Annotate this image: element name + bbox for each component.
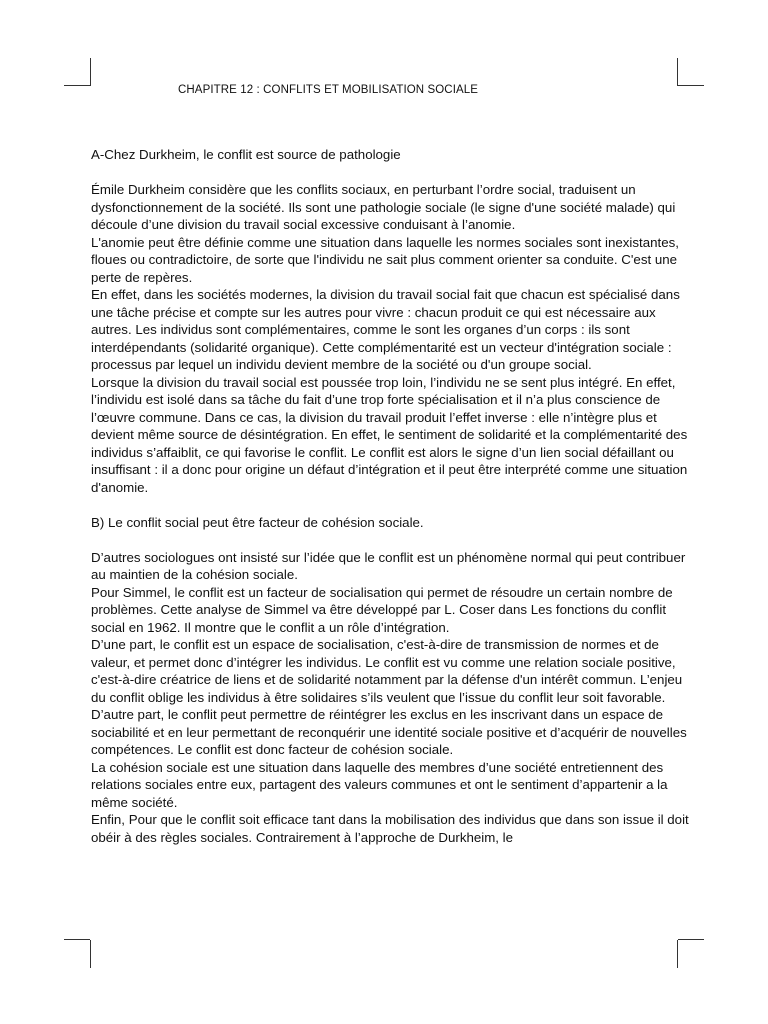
section-a-heading: A-Chez Durkheim, le conflit est source de pathologie (91, 147, 401, 162)
crop-mark-top-right-horizontal (678, 85, 704, 86)
section-b-paragraph: D’autre part, le conflit peut permettre de réintégrer les exclus en les inscrivant dans un espace de sociabilité et en leur permettant de reconquérir une identité sociale positive et d’acquérir de nouvelles compétences. Le conflit est donc facteur de cohésion sociale. (91, 707, 687, 757)
crop-mark-bottom-right-horizontal (678, 939, 704, 940)
section-a-paragraph: Lorsque la division du travail social est poussée trop loin, l’individu ne se sent plus intégré. En effet, l’individu est isolé dans sa tâche du fait d’une trop forte spécialisation et il n’a plus conscience de l’œuvre commune. Dans ce cas, la division du travail produit l’effet inverse : elle n’intègre plus et devient même source de désintégration. En effet, le sentiment de solidarité et la complémentarité des individus s’affaiblit, ce qui favorise le conflit. Le conflit est alors le signe d’un lien social défaillant ou insuffisant : il a donc pour origine un défaut d’intégration et il peut être interprété comme une situation d'anomie. (91, 374, 688, 495)
section-b-paragraph: Enfin, Pour que le conflit soit efficace tant dans la mobilisation des individus que dans son issue il doit obéir à des règles sociales. Contrairement à l’approche de Durkheim, le (91, 812, 689, 845)
document-body (91, 146, 691, 846)
section-a-paragraph: Émile Durkheim considère que les conflits sociaux, en perturbant l’ordre social, traduisent un dysfonctionnement de la société. Ils sont une pathologie sociale (le signe d'une société malade) qui découle d’une division du travail social excessive conduisant à l’anomie. (91, 182, 676, 232)
section-b-paragraph: Pour Simmel, le conflit est un facteur de socialisation qui permet de résoudre un certain nombre de problèmes. Cette analyse de Simmel va être développé par L. Coser dans Les fonctions du conflit social en 1962. Il montre que le conflit a un rôle d’intégration. (91, 584, 673, 635)
crop-mark-bottom-left-horizontal (64, 939, 90, 940)
crop-mark-top-left-horizontal (64, 85, 90, 86)
crop-mark-bottom-left-vertical (90, 940, 91, 968)
section-a-paragraph: En effet, dans les sociétés modernes, la division du travail social fait que chacun est spécialisé dans une tâche précise et compte sur les autres pour vivre : chacun produit ce qui est nécessaire aux autres. Les individus sont complémentaires, comme le sont les organes d’un corps : ils sont interdépendants (solidarité organique). Cette complémentarité est un vecteur d'intégration sociale : processus par lequel un individu devient membre de la société ou d'un groupe social. (91, 287, 680, 372)
crop-mark-bottom-right-vertical (677, 940, 678, 968)
crop-mark-top-left-vertical (90, 58, 91, 86)
section-b-paragraph: D’autres sociologues ont insisté sur l’idée que le conflit est un phénomène normal qui peut contribuer au maintien de la cohésion sociale. (91, 549, 686, 582)
section-b-paragraph: La cohésion sociale est une situation dans laquelle des membres d’une société entretiennent des relations sociales entre eux, partagent des valeurs communes et ont le sentiment d’appartenir a la même société. (91, 759, 668, 810)
section-a-paragraph: L'anomie peut être définie comme une situation dans laquelle les normes sociales sont inexistantes, floues ou contradictoire, de sorte que l'individu ne sait plus comment orienter sa conduite. C'est une perte de repères. (91, 234, 679, 285)
crop-mark-top-right-vertical (677, 58, 678, 86)
chapter-header: CHAPITRE 12 : CONFLITS ET MOBILISATION SOCIALE (178, 84, 479, 96)
section-b-heading: B) Le conflit social peut être facteur de cohésion sociale. (91, 514, 424, 530)
section-b-paragraph: D’une part, le conflit est un espace de socialisation, c'est-à-dire de transmission de normes et de valeur, et permet donc d’intégrer les individus. Le conflit est vu comme une relation sociale positive, c'est-à-dire créatrice de liens et de solidarité notamment par la défense d'un intérêt commun. L’enjeu du conflit oblige les individus à être solidaires s’ils veulent que l’issue du conflit leur soit favorable. (91, 637, 683, 705)
